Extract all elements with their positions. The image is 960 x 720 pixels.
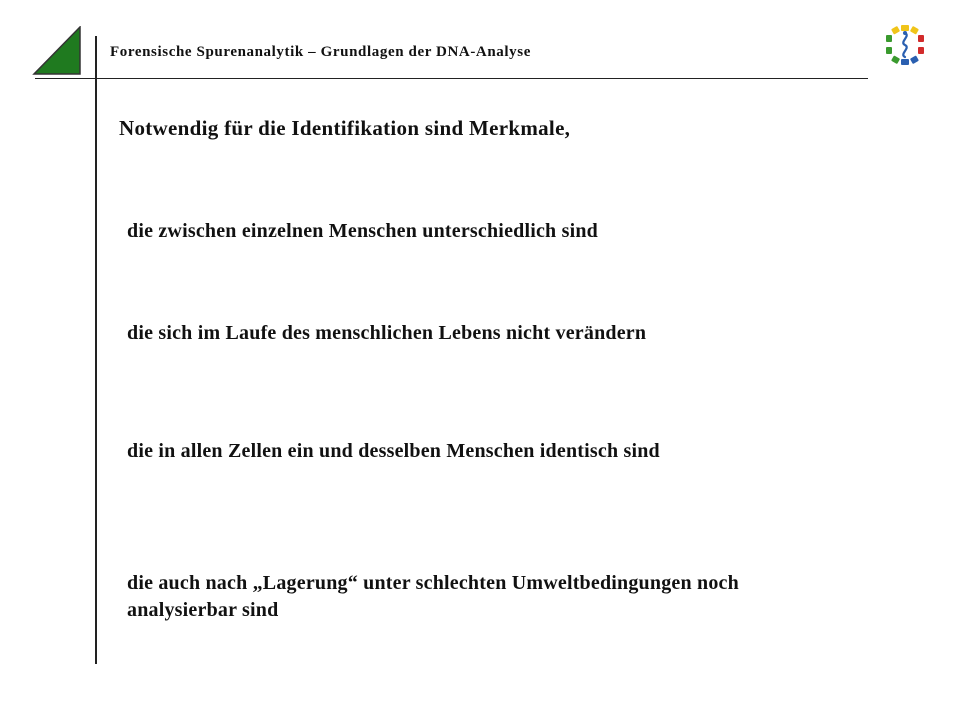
green-triangle-icon — [32, 26, 82, 76]
slide-heading: Notwendig für die Identifikation sind Merkmale, — [119, 116, 571, 140]
point-text-multiline — [127, 570, 739, 624]
point-text: die in allen Zellen ein und desselben Menschen identisch sind — [127, 440, 660, 462]
point-text: die sich im Laufe des menschlichen Lebens nicht verändern — [127, 322, 647, 344]
vertical-divider — [95, 36, 97, 664]
point-text: die zwischen einzelnen Menschen unterschiedlich sind — [127, 220, 598, 242]
point-line: die auch nach „Lagerung“ unter schlechten Umweltbedingungen noch — [127, 572, 739, 594]
point-line: analysierbar sind — [127, 599, 279, 621]
header-title: Forensische Spurenanalytik – Grundlagen der DNA-Analyse — [110, 44, 531, 60]
header-divider — [35, 78, 868, 79]
dna-logo-icon — [884, 24, 926, 66]
